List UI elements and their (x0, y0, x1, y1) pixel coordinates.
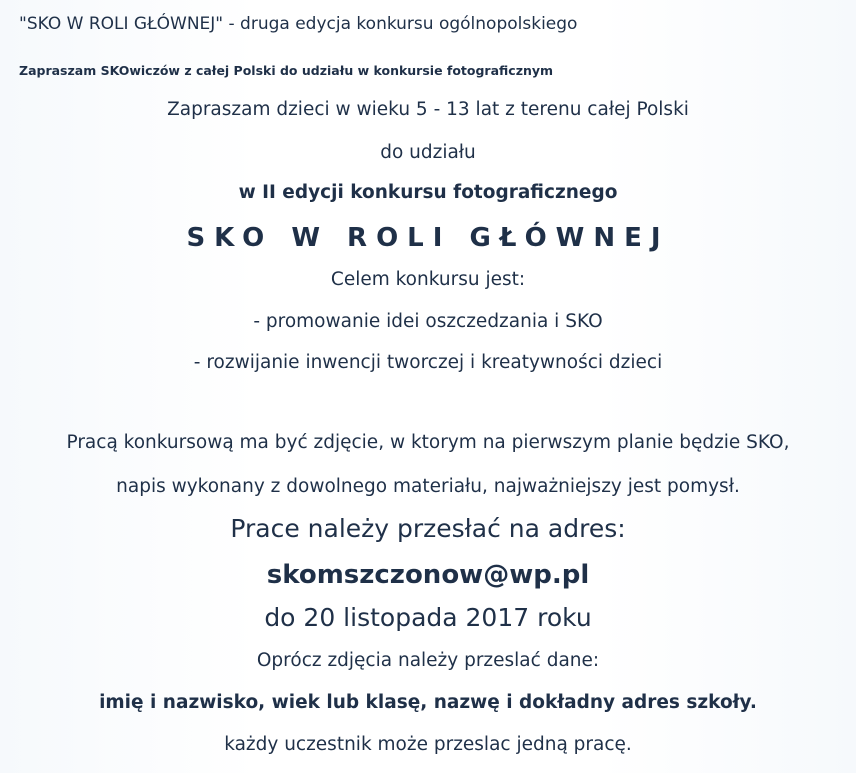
contest-name: SKO W ROLI GŁÓWNEJ (186, 223, 670, 253)
edition-line: w II edycji konkursu fotograficznego (238, 182, 618, 203)
description-line: napis wykonany z dowolnego materiału, najważniejszy jest pomysł. (116, 476, 740, 497)
intro-line: Zapraszam dzieci w wieku 5 - 13 lat z terenu całej Polski (167, 99, 689, 120)
goal-item: - promowanie idei oszczedzania i SKO (253, 311, 603, 332)
description-line: Pracą konkursową ma być zdjęcie, w ktorym na pierwszym planie będzie SKO, (66, 432, 790, 453)
contact-email: skomszczonow@wp.pl (266, 560, 590, 590)
deadline: do 20 listopada 2017 roku (264, 603, 592, 632)
submit-heading: Prace należy przesłać na adres: (230, 514, 626, 543)
limit-note: każdy uczestnik może przeslac jedną pracę. (224, 734, 632, 755)
goal-item: - rozwijanie inwencji tworczej i kreatywności dzieci (193, 352, 663, 373)
required-data: imię i nazwisko, wiek lub klasę, nazwę i dokładny adres szkoły. (99, 692, 757, 713)
data-heading: Oprócz zdjęcia należy przeslać dane: (256, 650, 600, 671)
page-subtitle: Zapraszam SKOwiczów z całej Polski do udziału w konkursie fotograficznym (19, 63, 554, 78)
goals-heading: Celem konkursu jest: (330, 269, 526, 290)
intro-line-continued: do udziału (380, 142, 476, 163)
page-title: "SKO W ROLI GŁÓWNEJ" - druga edycja konkursu ogólnopolskiego (19, 14, 578, 34)
